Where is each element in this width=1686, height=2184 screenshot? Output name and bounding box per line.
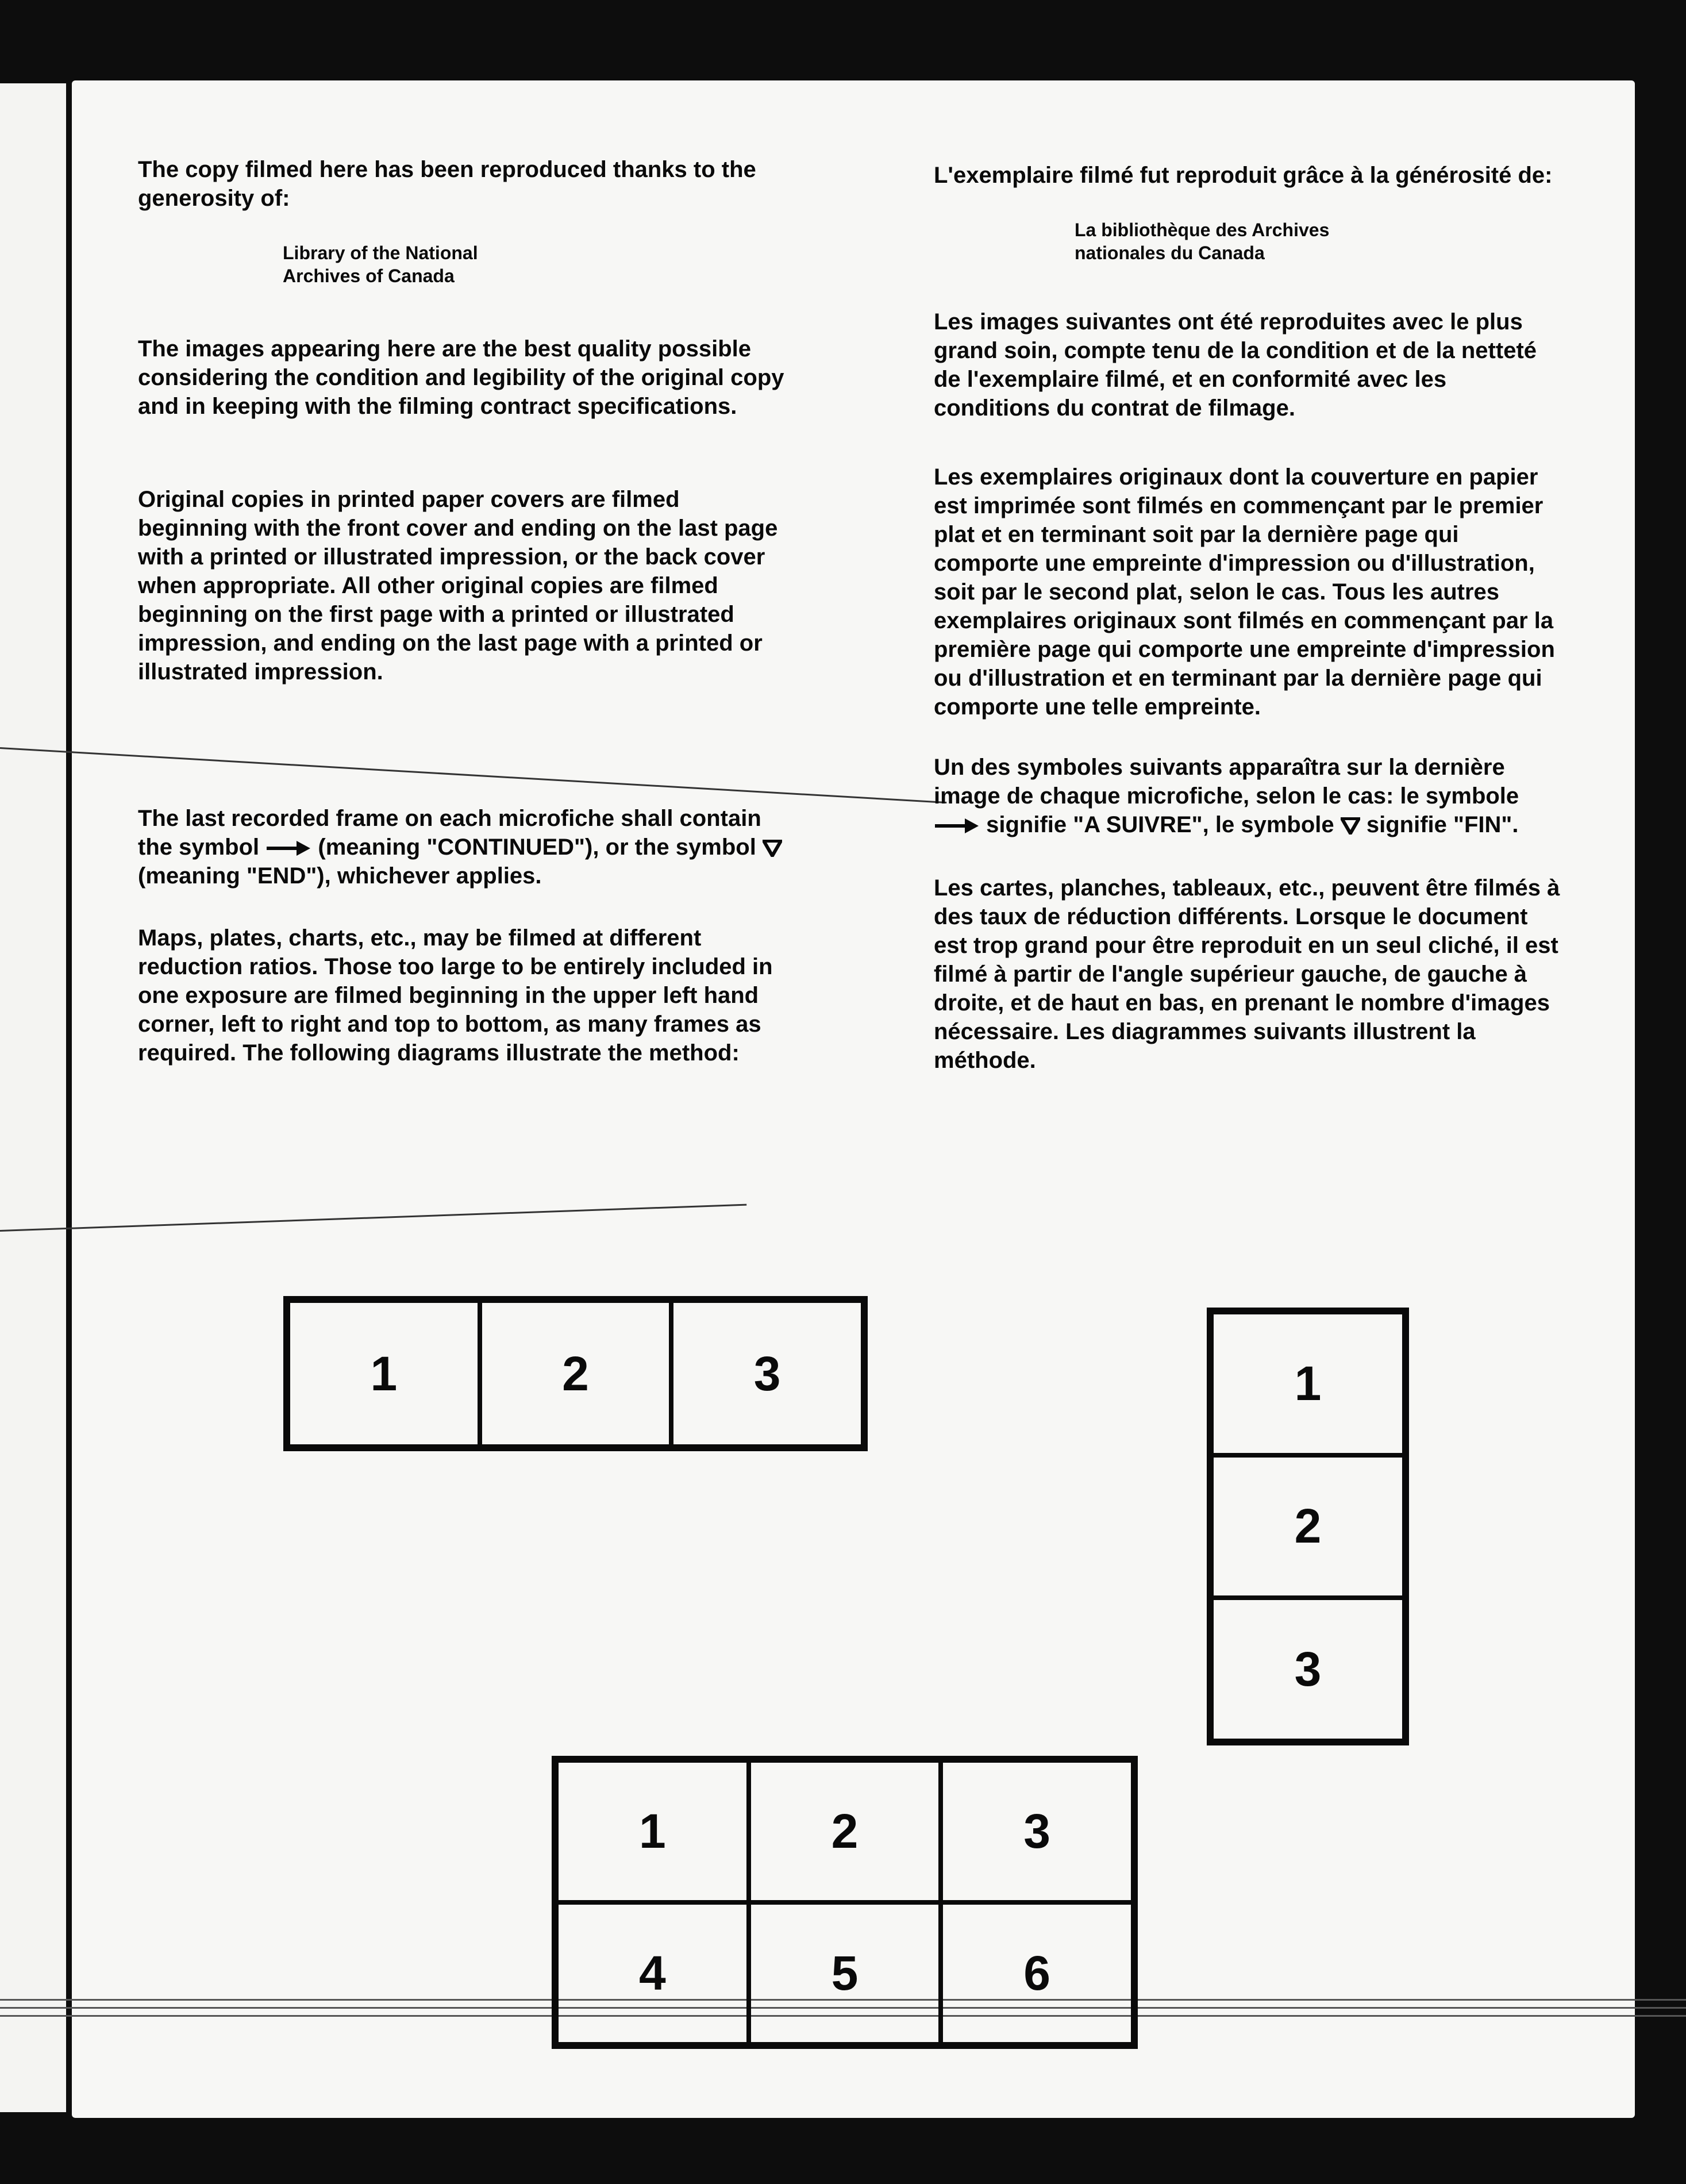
diagram-frame: 3 [941,1760,1133,1902]
english-symbols-paragraph [138,804,793,890]
diagram-frame: 3 [671,1301,863,1447]
diagram-frame: 1 [556,1760,749,1902]
french-maps-paragraph: Les cartes, planches, tableaux, etc., peuvent être filmés à des taux de réduction différents. Lorsque le document est trop grand pour être reproduit en un seul cliché, il est filmé à partir de l'angle supérieur gauche, de gauche à droite, et de haut en bas, en prenant le nombre d'images nécessaire. Les diagrammes suivants illustrent la méthode. [934,875,1560,1073]
diagram-frame: 5 [749,1902,941,2044]
diagram-frame: 1 [288,1301,480,1447]
french-symbol-text-b: signifie "A SUIVRE", le symbole [986,812,1334,837]
english-intro: The copy filmed here has been reproduced thanks to the generosity of: [138,157,756,211]
french-symbol-text-c: signifie "FIN". [1366,812,1519,837]
continued-arrow-icon [265,840,311,857]
diagram-frame: 6 [941,1902,1133,2044]
english-credit [283,241,793,287]
french-credit-line1: La bibliothèque des Archives [1075,220,1330,240]
fin-triangle-icon [1341,817,1360,835]
end-triangle-icon [763,840,782,857]
french-quality-paragraph: Les images suivantes ont été reproduites avec le plus grand soin, compte tenu de la condition et de la netteté de l'exemplaire filmé, et en conformité avec les conditions du contrat de filmage. [934,309,1537,421]
french-credit-line2: nationales du Canada [1075,243,1265,263]
french-credit [1075,218,1560,264]
diagram-horizontal [283,1296,868,1451]
french-symbol-text-a: Un des symboles suivants apparaîtra sur la dernière image de chaque microfiche, selon le cas: le symbole [934,755,1519,809]
diagram-frame: 2 [480,1301,672,1447]
french-symbols-paragraph [934,753,1560,839]
diagram-frame: 3 [1211,1598,1404,1741]
french-covers-paragraph: Les exemplaires originaux dont la couverture en papier est imprimée sont filmés en commençant par le premier plat et en terminant soit par la dernière page qui comporte une empreinte d'impression ou d'illustration, soit par le second plat, selon le cas. Tous les autres exemplaires originaux sont filmés en commençant par la première page qui comporte une empreinte d'impression ou d'illustration et en terminant par la dernière page qui comporte une telle empreinte. [934,464,1555,720]
diagram-frame: 2 [749,1760,941,1902]
english-column [138,155,793,1067]
english-maps-paragraph: Maps, plates, charts, etc., may be filmed at different reduction ratios. Those too large to be entirely included in one exposure are filmed beginning in the upper left hand corner, left to right and top to bottom, as many frames as required. The following diagrams illustrate the method: [138,925,773,1066]
a-suivre-arrow-icon [934,817,980,835]
diagram-frame: 2 [1211,1455,1404,1598]
english-symbol-text-c: (meaning "END"), whichever applies. [138,863,542,889]
french-column [934,161,1560,1075]
english-covers-paragraph: Original copies in printed paper covers are filmed beginning with the front cover and ending on the last page with a printed or illustrated impression, or the back cover when appropriate. All other original copies are filmed beginning on the first page with a printed or illustrated impression, and ending on the last page with a printed or illustrated impression. [138,487,778,685]
adjacent-page-strip [0,83,66,2112]
english-symbol-text-b: (meaning "CONTINUED"), or the symbol [318,835,756,860]
english-quality-paragraph: The images appearing here are the best quality possible considering the condition and legibility of the original copy and in keeping with the filming contract specifications. [138,336,784,419]
diagram-grid [552,1756,1138,2049]
english-credit-line2: Archives of Canada [283,266,455,286]
diagram-frame: 4 [556,1902,749,2044]
diagram-frame: 1 [1211,1312,1404,1455]
diagram-vertical [1207,1308,1409,1745]
english-credit-line1: Library of the National [283,243,478,263]
french-intro: L'exemplaire filmé fut reproduit grâce à la générosité de: [934,163,1553,188]
english-symbol-text-a: The last recorded frame on each microfiche shall contain the symbol [138,806,761,860]
